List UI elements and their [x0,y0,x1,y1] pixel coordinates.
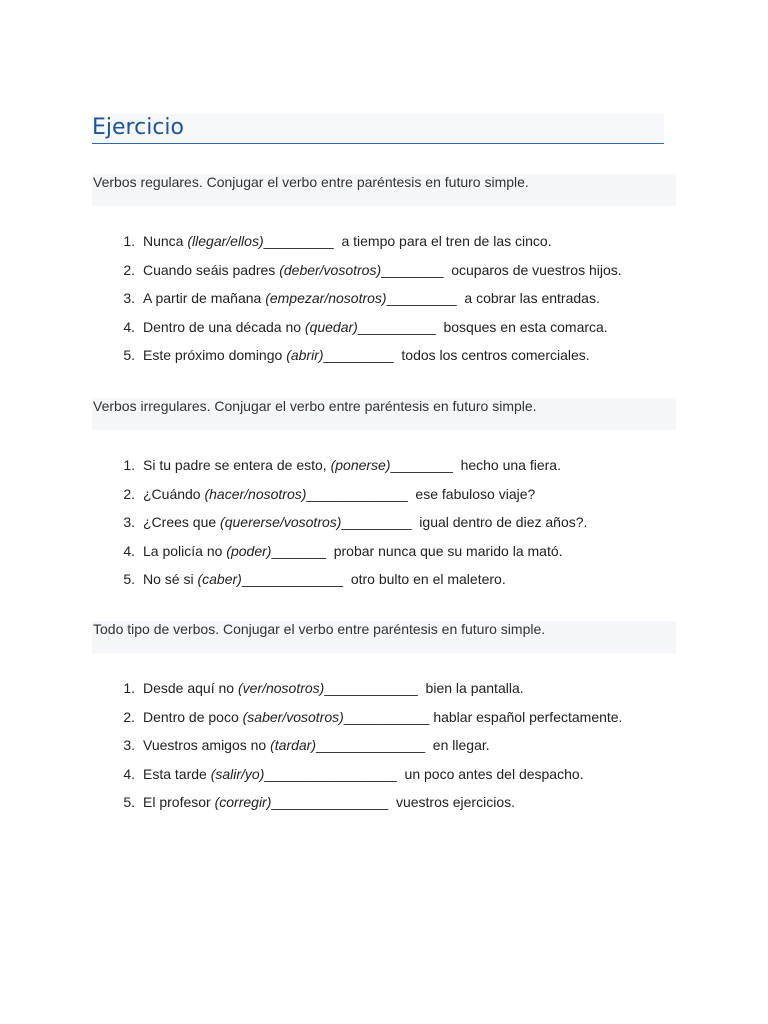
item-blank: _______ [271,542,326,559]
item-number: 2. [123,708,135,725]
item-blank: ______________ [316,737,426,753]
page-title: Ejercicio [92,115,184,140]
list-item [92,736,692,765]
item-verb: (salir/yo) [210,765,265,782]
item-before: Si tu padre se entera de esto, [143,457,331,473]
item-text [143,485,535,503]
item-number: 5. [123,347,135,363]
exercise-list [92,679,692,822]
item-verb: (ponerse) [330,457,391,473]
list-item [92,708,692,737]
item-number: 2. [123,485,135,502]
section-instruction [92,621,676,653]
item-text [143,318,608,336]
item-verb: (llegar/ellos) [187,233,264,249]
item-text [143,793,515,811]
item-before: ¿Cuándo [143,485,205,502]
item-text [143,542,563,560]
item-after: todos los centros comerciales. [393,347,590,363]
item-before: Nunca [143,233,188,249]
item-blank: _________________ [264,765,397,782]
list-item [92,570,692,599]
item-blank: ________ [381,261,444,278]
item-verb: (abrir) [286,347,324,363]
item-text [143,570,506,588]
item-before: Este próximo domingo [143,347,287,363]
list-item [92,793,692,822]
item-verb: (empezar/nosotros) [265,290,387,306]
item-before: El profesor [143,794,215,810]
list-item [92,456,692,485]
item-after: hecho una fiera. [452,457,561,473]
item-blank: _____________ [241,571,344,587]
item-text [143,289,600,307]
item-after: un poco antes del despacho. [396,765,584,782]
item-verb: (deber/vosotros) [279,261,382,278]
item-blank: __________ [357,318,436,335]
item-number: 4. [123,318,135,335]
item-number: 3. [123,514,135,530]
instruction-text: Todo tipo de verbos. Conjugar el verbo entre paréntesis en futuro simple. [93,621,546,637]
list-item [92,679,692,708]
item-after: bien la pantalla. [417,680,524,696]
item-before: Vuestros amigos no [143,737,271,753]
list-item [92,513,692,542]
item-text [143,765,584,783]
item-before: ¿Crees que [143,514,221,530]
item-verb: (ver/nosotros) [237,680,325,696]
section-regular-verbs [92,174,676,363]
item-before: Cuando seáis padres [143,261,280,278]
item-before: La policía no [143,542,227,559]
item-blank: _________ [323,347,394,363]
section-instruction [92,398,676,430]
item-verb: (poder) [226,542,272,559]
item-blank: ___________ [343,708,430,725]
item-text [143,736,490,754]
item-number: 3. [123,737,135,753]
item-number: 5. [123,571,135,587]
item-before: Dentro de poco [143,708,243,725]
item-text [143,679,524,697]
title-band [92,114,664,144]
item-blank: _________ [263,233,334,249]
exercise-list [92,232,692,375]
list-item [92,232,692,261]
item-after: vuestros ejercicios. [388,794,515,810]
item-blank: _________ [386,290,457,306]
item-verb: (tardar) [270,737,317,753]
list-item [92,289,692,318]
item-after: a tiempo para el tren de las cinco. [333,233,552,249]
exercise-list [92,456,692,599]
item-after: otro bulto en el maletero. [343,571,506,587]
item-before: Dentro de una década no [143,318,305,335]
item-verb: (caber) [197,571,242,587]
item-blank: ____________ [324,680,418,696]
section-instruction [92,174,676,206]
item-before: Esta tarde [143,765,211,782]
item-text [143,513,587,531]
item-before: Desde aquí no [143,680,238,696]
item-verb: (hacer/nosotros) [204,485,307,502]
item-text [143,232,552,250]
item-verb: (quedar) [304,318,358,335]
item-verb: (corregir) [214,794,272,810]
item-text [143,261,622,279]
item-after: bosques en esta comarca. [435,318,608,335]
list-item [92,485,692,514]
item-after: hablar español perfectamente. [429,708,623,725]
item-after: ese fabuloso viaje? [407,485,536,502]
instruction-text: Verbos irregulares. Conjugar el verbo entre paréntesis en futuro simple. [93,398,537,414]
item-number: 1. [123,233,135,249]
item-number: 3. [123,290,135,306]
item-after: probar nunca que su marido la mató. [325,542,563,559]
item-number: 1. [123,680,135,696]
item-after: igual dentro de diez años?. [411,514,588,530]
list-item [92,261,692,290]
item-blank: ________ [390,457,453,473]
section-irregular-verbs [92,398,676,587]
item-after: ocuparos de vuestros hijos. [443,261,622,278]
item-number: 4. [123,765,135,782]
item-after: en llegar. [425,737,490,753]
item-blank: _______________ [271,794,389,810]
item-blank: _________ [341,514,412,530]
item-verb: (quererse/vosotros) [220,514,342,530]
section-all-verbs [92,621,676,810]
list-item [92,346,692,375]
item-text [143,346,590,364]
instruction-text: Verbos regulares. Conjugar el verbo entre paréntesis en futuro simple. [93,174,529,190]
item-verb: (saber/vosotros) [242,708,344,725]
item-number: 5. [123,794,135,810]
item-text [143,456,561,474]
item-number: 1. [123,457,135,473]
item-after: a cobrar las entradas. [456,290,600,306]
item-number: 4. [123,542,135,559]
item-text [143,708,622,726]
item-blank: _____________ [306,485,408,502]
item-before: A partir de mañana [143,290,266,306]
item-number: 2. [123,261,135,278]
item-before: No sé si [143,571,198,587]
list-item [92,318,692,347]
list-item [92,542,692,571]
list-item [92,765,692,794]
